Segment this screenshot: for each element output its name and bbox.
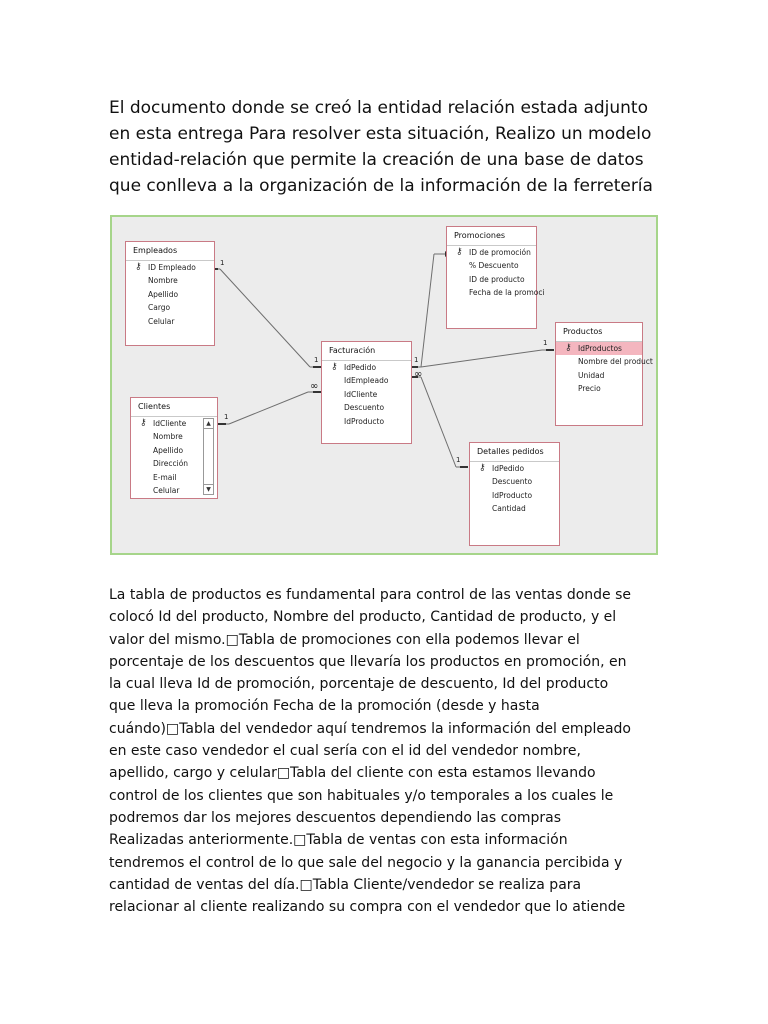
table-field: E-mail (153, 472, 177, 482)
intro-line: que conlleva a la organización de la información de la ferretería (109, 176, 653, 196)
scroll-down-icon[interactable]: ▼ (204, 484, 213, 494)
table-detalles-pedidos (469, 442, 560, 546)
table-field: IdProducto (344, 416, 385, 426)
table-title: Promociones (447, 227, 536, 246)
key-icon: ⚷ (565, 343, 572, 353)
table-facturacion (321, 341, 412, 444)
body-line: cantidad de ventas del día.□Tabla Cliente/vendedor se realiza para (109, 876, 582, 893)
body-line: la cual lleva Id de promoción, porcentaje de descuento, Id del producto (109, 676, 609, 693)
table-field: Cargo (148, 303, 171, 313)
intro-line: El documento donde se creó la entidad relación estada adjunto (109, 98, 649, 118)
field-label: IdProductos (578, 344, 622, 353)
intro-paragraph (109, 95, 669, 199)
cardinality-many: ∞ (414, 369, 423, 380)
cardinality-one: 1 (224, 413, 229, 421)
body-line: apellido, cargo y celular□Tabla del cliente con esta estamos llevando (109, 765, 596, 782)
table-clientes (130, 397, 218, 499)
body-line: colocó Id del producto, Nombre del producto, Cantidad de producto, y el (109, 609, 617, 626)
body-line: que lleva la promoción Fecha de la promoción (desde y hasta (109, 698, 540, 715)
key-icon: ⚷ (140, 418, 147, 428)
key-icon: ⚷ (135, 262, 142, 272)
table-title: Productos (556, 323, 642, 342)
table-title: Detalles pedidos (470, 443, 559, 462)
field-label: IdPedido (344, 363, 377, 372)
body-line: tendremos el control de lo que sale del negocio y la ganancia percibida y (109, 854, 623, 871)
table-field: Nombre (153, 432, 183, 442)
intro-line: en esta entrega Para resolver esta situación, Realizo un modelo (109, 124, 652, 144)
table-empleados (125, 241, 215, 346)
table-field: Apellido (153, 445, 184, 455)
scrollbar[interactable] (203, 418, 214, 495)
key-icon: ⚷ (479, 463, 486, 473)
table-field: Cantidad (492, 504, 526, 514)
intro-line: entidad-relación que permite la creación de una base de datos (109, 150, 644, 170)
field-label: IdPedido (492, 464, 525, 473)
table-field: Celular (153, 485, 180, 495)
field-label: IdCliente (153, 419, 187, 428)
table-field: Descuento (492, 477, 533, 487)
cardinality-one: 1 (220, 259, 225, 267)
table-field: Descuento (344, 403, 385, 413)
table-field: Nombre del product (578, 357, 653, 367)
table-title: Empleados (126, 242, 214, 261)
table-field: IdCliente (344, 389, 378, 399)
table-field: Dirección (153, 459, 189, 469)
table-field: Apellido (148, 289, 179, 299)
field-label: ID de promoción (469, 248, 531, 257)
table-title: Clientes (131, 398, 217, 417)
body-line: Realizadas anteriormente.□Tabla de ventas con esta información (109, 832, 568, 849)
body-line: control de los clientes que son habituales y/o temporales a los cuales le (109, 787, 614, 804)
table-field (322, 361, 411, 374)
body-line: cuándo)□Tabla del vendedor aquí tendremos la información del empleado (109, 720, 631, 737)
body-paragraph (109, 584, 669, 918)
table-field (447, 246, 536, 259)
cardinality-many: ∞ (310, 381, 319, 392)
field-label: ID Empleado (148, 263, 196, 272)
table-field: Unidad (578, 370, 605, 380)
cardinality-one: 1 (456, 456, 461, 464)
table-field (470, 462, 559, 475)
table-field: IdEmpleado (344, 376, 389, 386)
key-icon: ⚷ (456, 247, 463, 257)
body-line: valor del mismo.□Tabla de promociones con ella podemos llevar el (109, 631, 580, 648)
table-field: Precio (578, 384, 601, 394)
body-line: La tabla de productos es fundamental para control de las ventas donde se (109, 587, 631, 603)
body-line: en este caso vendedor el cual sería con el id del vendedor nombre, (109, 743, 581, 760)
table-field (126, 261, 214, 274)
table-field-selected[interactable] (556, 342, 642, 355)
body-line: porcentaje de los descuentos que llevaría los productos en promoción, en (109, 653, 627, 670)
scroll-up-icon[interactable]: ▲ (204, 419, 213, 429)
body-line: podremos dar los mejores descuentos dependiendo las compras (109, 809, 562, 826)
cardinality-one: 1 (314, 356, 319, 364)
table-field: Fecha de la promoci (469, 288, 545, 298)
table-promociones (446, 226, 545, 329)
table-productos (555, 322, 653, 426)
table-field: IdProducto (492, 490, 533, 500)
cardinality-one: 1 (414, 356, 419, 364)
er-diagram (110, 215, 658, 555)
key-icon: ⚷ (331, 362, 338, 372)
table-title: Facturación (322, 342, 411, 361)
cardinality-one: 1 (543, 339, 548, 347)
table-field: Nombre (148, 276, 178, 286)
table-field: % Descuento (469, 261, 519, 271)
table-field: ID de producto (469, 274, 525, 284)
table-field: Celular (148, 316, 175, 326)
body-line: relacionar al cliente realizando su compra con el vendedor que lo atiende (109, 899, 626, 916)
